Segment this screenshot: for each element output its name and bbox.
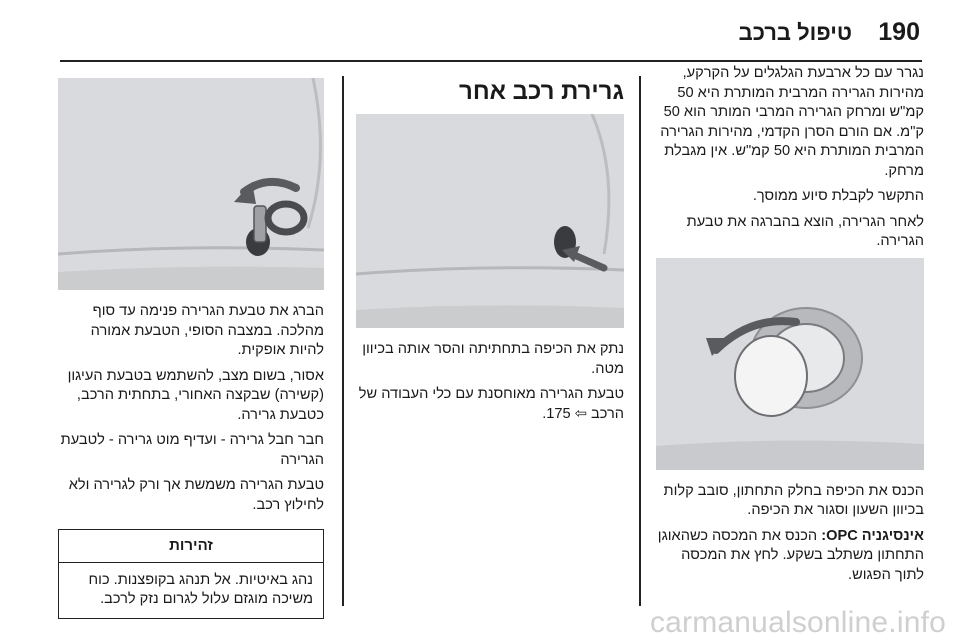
- opc-label: אינסיגניה OPC:: [821, 527, 924, 544]
- section-title: טיפול ברכב: [738, 20, 852, 45]
- caution-box: [58, 529, 324, 619]
- caution-title: זהירות: [59, 530, 323, 563]
- insert-cap-paragraph: הכנס את הכיפה בחלק התחתון, סובב קלות בכיוון השעון וסגור את הכיפה.: [663, 482, 924, 518]
- column-divider-left: [342, 76, 344, 606]
- column-divider-right: [639, 76, 641, 606]
- cap-install-figure: [656, 258, 924, 470]
- unscrew-ring-paragraph: לאחר הגרירה, הוצא בהברגה את טבעת הגרירה.: [686, 213, 924, 249]
- towing-other-title: גרירת רכב אחר: [459, 78, 624, 105]
- page-header: [0, 0, 960, 60]
- watermark: carmanualsonline.info: [649, 606, 946, 639]
- screw-in-paragraph: הברג את טבעת הגרירה פנימה עד סוף מהלכה. במצבה הסופי, הטבעת אמורה להיות אופקית.: [90, 303, 324, 358]
- opc-paragraph: [656, 527, 924, 586]
- cap-remove-figure: [356, 114, 624, 328]
- right-column: [656, 64, 924, 591]
- ring-storage-paragraph: טבעת הגרירה מאוחסנת עם כלי העבודה של הרכב ⇦ 175.: [358, 386, 624, 422]
- opc-text: הכנס את המכסה כשהאוגן התחתון משתלב בשקע. לחץ את המכסה לתוך הפגוש.: [657, 527, 924, 583]
- anchor-ring-paragraph: אסור, בשום מצב, להשתמש בטבעת העיגון (קשירה) שבקצה האחורי, בתחתית הרכב, כטבעת גרירה.: [67, 367, 324, 423]
- attach-rope-paragraph: חבר חבל גרירה - ועדיף מוט גרירה - לטבעת הגרירה: [60, 432, 324, 468]
- towing-only-paragraph: טבעת הגרירה משמשת אך ורק לגרירה ולא לחילוץ רכב.: [68, 477, 324, 513]
- page-number: 190: [878, 18, 920, 46]
- left-column: [58, 78, 324, 619]
- header-rule: [60, 60, 922, 62]
- caution-text: נהג באיטיות. אל תנהג בקופצנות. כוח משיכה מוגזם עלול לגרום נזק לרכב.: [88, 571, 313, 607]
- garage-paragraph: התקשר לקבלת סיוע ממוסך.: [752, 188, 924, 204]
- middle-column: [356, 78, 624, 430]
- speed-paragraph: נגרר עם כל ארבעת הגלגלים על הקרקע, מהירות הגרירה המרבית המותרת היא 50 קמ"ש ומרחק הגרירה המרבי המותר הוא 50 ק"מ. אם הורם הסרן הקדמי, מהירות הגרירה המרבית המותרת היא 50 קמ"ש. אין מגבלת מרחק.: [660, 65, 924, 179]
- ring-screw-figure: [58, 78, 324, 290]
- detach-cap-paragraph: נתק את הכיפה בתחתיתה והסר אותה בכיוון מטה.: [362, 341, 624, 377]
